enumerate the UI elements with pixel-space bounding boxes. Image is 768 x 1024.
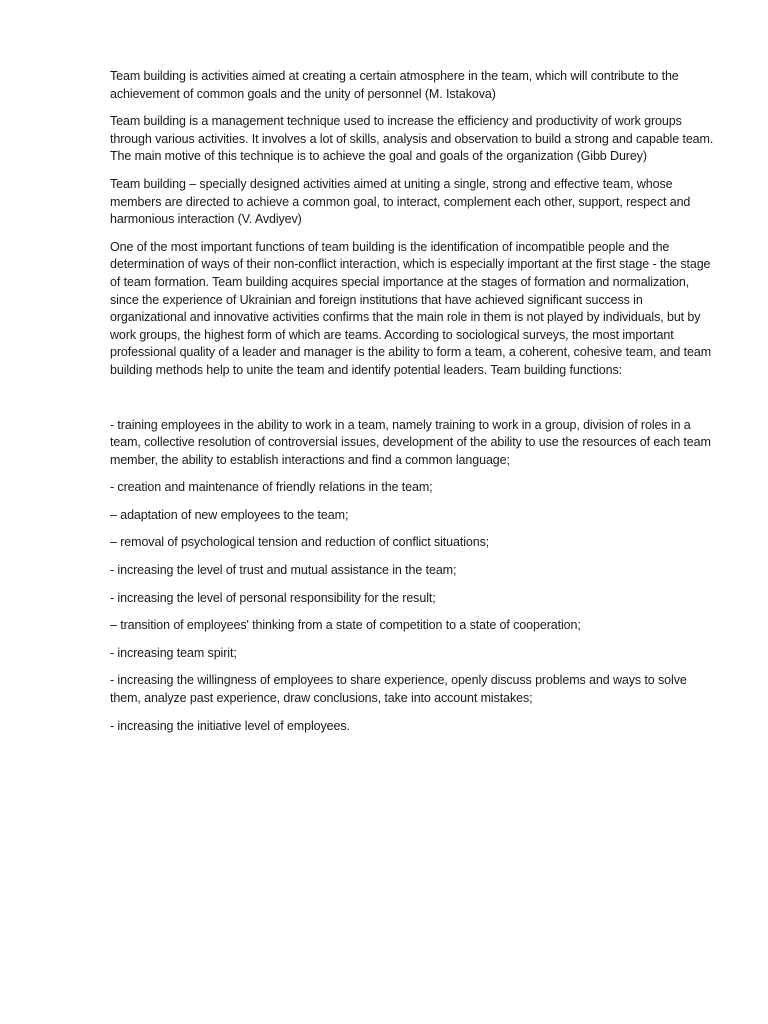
list-item: – removal of psychological tension and reduction of conflict situations; — [110, 535, 490, 550]
definition-paragraph-avdiyev: Team building – specially designed activities aimed at uniting a single, strong and effective team, whose members are directed to achieve a common goal, to interact, complement each other, support, respect and harmonious interaction (V. Avdiyev) — [110, 176, 691, 227]
list-item: – transition of employees' thinking from a state of competition to a state of cooperation; — [110, 618, 581, 633]
list-item: - increasing the level of trust and mutual assistance in the team; — [110, 563, 457, 578]
definition-paragraph-istakova: Team building is activities aimed at creating a certain atmosphere in the team, which will contribute to the achievement of common goals and the unity of personnel (M. Istakova) — [110, 69, 679, 101]
definition-paragraph-durey: Team building is a management technique used to increase the efficiency and productivity of work groups through various activities. It involves a lot of skills, analysis and observation to build a strong and capable team. The main motive of this technique is to achieve the goal and goals of the organization (Gibb Durey) — [110, 114, 714, 164]
list-item: - increasing the willingness of employees to share experience, openly discuss problems and ways to solve them, analyze past experience, draw conclusions, take into account mistakes; — [110, 673, 687, 706]
functions-intro-paragraph: One of the most important functions of team building is the identification of incompatible people and the determination of ways of their non-conflict interaction, which is especially important at the first stage - the stage of team formation. Team building acquires special importance at the stages of formation and normalization, since the experience of Ukrainian and foreign institutions that have achieved significant success in organizational and innovative activities confirms that the main role in them is not played by individuals, but by work groups, the highest form of which are teams. According to sociological surveys, the most important professional quality of a leader and manager is the ability to form a team, a coherent, cohesive team, and team building methods help to unite the team and identify potential leaders. Team building functions: — [110, 239, 712, 377]
list-item: - increasing team spirit; — [110, 645, 237, 660]
list-item: – adaptation of new employees to the team; — [110, 507, 349, 522]
list-item: - training employees in the ability to work in a team, namely training to work in a group, division of roles in a team, collective resolution of controversial issues, development of the ability to use the resources of each team member, the ability to establish interactions and find a common language; — [110, 417, 711, 467]
list-item: - creation and maintenance of friendly relations in the team; — [110, 480, 433, 495]
functions-list — [110, 417, 714, 736]
document-body — [110, 68, 714, 745]
list-item: - increasing the initiative level of employees. — [110, 718, 350, 733]
list-item: - increasing the level of personal responsibility for the result; — [110, 590, 436, 605]
blank-line — [110, 390, 714, 417]
